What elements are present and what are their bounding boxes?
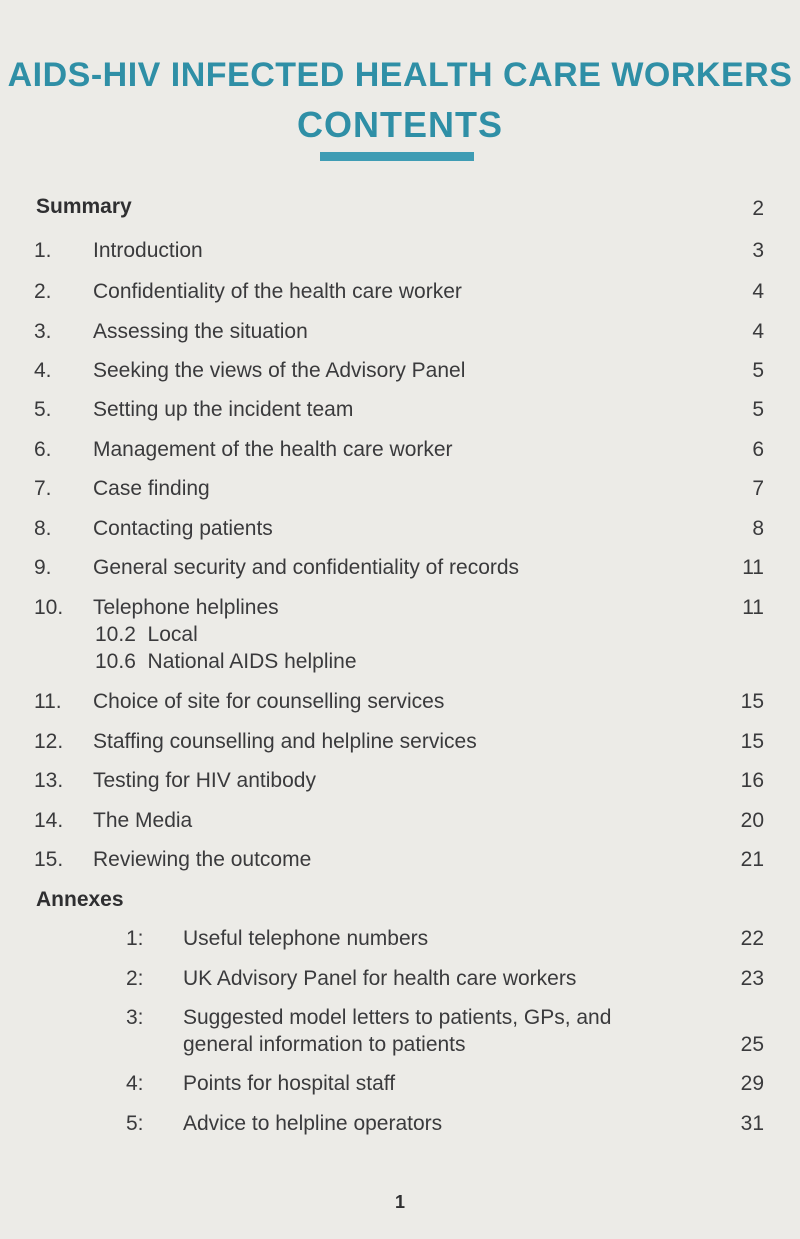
annex-title: UK Advisory Panel for health care workers bbox=[183, 967, 577, 990]
annex-number: 2: bbox=[126, 967, 144, 990]
document-title: AIDS-HIV INFECTED HEALTH CARE WORKERS bbox=[7, 56, 793, 94]
page-number: 1 bbox=[394, 1192, 405, 1212]
section-page: 4 bbox=[752, 320, 764, 343]
section-title: Testing for HIV antibody bbox=[93, 769, 316, 792]
section-title: The Media bbox=[93, 809, 193, 832]
section-page: 15 bbox=[740, 690, 764, 713]
annex-title-continued: general information to patients bbox=[183, 1033, 466, 1056]
annex-number: 4: bbox=[126, 1072, 144, 1095]
section-page: 4 bbox=[752, 280, 764, 303]
annex-title: Advice to helpline operators bbox=[183, 1112, 443, 1135]
section-page: 20 bbox=[740, 809, 764, 832]
section-number: 2. bbox=[34, 280, 52, 303]
annex-page: 22 bbox=[740, 927, 764, 950]
annex-page: 23 bbox=[740, 967, 764, 990]
annex-title: Useful telephone numbers bbox=[183, 927, 429, 950]
section-page: 16 bbox=[740, 769, 764, 792]
summary-page: 2 bbox=[752, 197, 764, 220]
annex-title: Points for hospital staff bbox=[183, 1072, 396, 1095]
section-number: 4. bbox=[34, 359, 52, 382]
section-title: Contacting patients bbox=[93, 517, 273, 540]
section-number: 8. bbox=[34, 517, 52, 540]
section-title: Setting up the incident team bbox=[93, 398, 354, 421]
section-number: 5. bbox=[34, 398, 52, 421]
section-number: 3. bbox=[34, 320, 52, 343]
annexes-heading: Annexes bbox=[36, 888, 124, 911]
annex-number: 1: bbox=[126, 927, 144, 950]
section-page: 3 bbox=[752, 239, 764, 262]
section-number: 15. bbox=[34, 848, 64, 871]
section-number: 14. bbox=[34, 809, 64, 832]
section-title: Staffing counselling and helpline services bbox=[93, 730, 477, 753]
section-title: Telephone helplines bbox=[93, 596, 279, 619]
section-page: 8 bbox=[752, 517, 764, 540]
contents-heading: CONTENTS bbox=[297, 104, 503, 145]
section-title: Case finding bbox=[93, 477, 210, 500]
section-page: 11 bbox=[742, 596, 764, 619]
section-number: 11. bbox=[34, 690, 62, 713]
section-title: Management of the health care worker bbox=[93, 438, 453, 461]
section-title: Seeking the views of the Advisory Panel bbox=[93, 359, 466, 382]
section-number: 12. bbox=[34, 730, 64, 753]
section-number: 6. bbox=[34, 438, 52, 461]
section-page: 11 bbox=[742, 556, 764, 579]
section-page: 6 bbox=[752, 438, 764, 461]
section-number: 10. bbox=[34, 596, 64, 619]
annex-number: 5: bbox=[126, 1112, 144, 1135]
section-title: Introduction bbox=[93, 239, 203, 262]
section-title: Choice of site for counselling services bbox=[93, 690, 445, 713]
section-page: 7 bbox=[752, 477, 764, 500]
subsection-title: 10.6 National AIDS helpline bbox=[95, 650, 357, 673]
section-title: Reviewing the outcome bbox=[93, 848, 312, 871]
annex-page: 25 bbox=[740, 1033, 764, 1056]
summary-heading: Summary bbox=[36, 195, 132, 218]
section-number: 7. bbox=[34, 477, 52, 500]
section-title: Assessing the situation bbox=[93, 320, 308, 343]
annex-page: 31 bbox=[740, 1112, 764, 1135]
heading-underline bbox=[320, 152, 474, 161]
section-page: 5 bbox=[752, 359, 764, 382]
subsection-title: 10.2 Local bbox=[95, 623, 198, 646]
section-number: 9. bbox=[34, 556, 52, 579]
annex-number: 3: bbox=[126, 1006, 144, 1029]
section-page: 15 bbox=[740, 730, 764, 753]
section-number: 13. bbox=[34, 769, 64, 792]
section-title: Confidentiality of the health care worker bbox=[93, 280, 462, 303]
annex-page: 29 bbox=[740, 1072, 764, 1095]
annex-title: Suggested model letters to patients, GPs, and bbox=[183, 1006, 612, 1029]
section-page: 21 bbox=[740, 848, 764, 871]
section-title: General security and confidentiality of records bbox=[93, 556, 520, 579]
section-page: 5 bbox=[752, 398, 764, 421]
section-number: 1. bbox=[34, 239, 52, 262]
